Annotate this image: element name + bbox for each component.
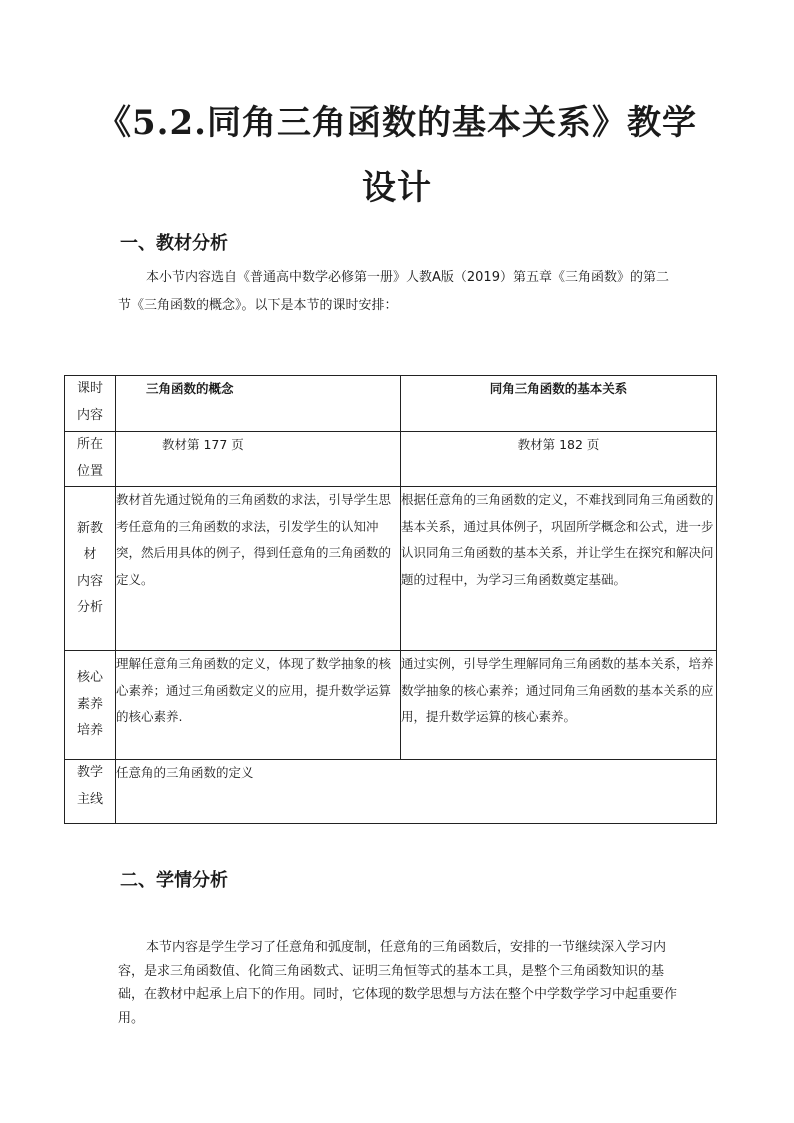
- table-cell: 通过实例，引导学生理解同角三角函数的基本关系，培养数学抽象的核心素养；通过同角三角函数的基本关系的应用，提升数学运算的核心素养。: [401, 651, 717, 760]
- row-header: 核心 素养 培养: [65, 651, 116, 760]
- table-row: [65, 760, 717, 824]
- table-row: [65, 432, 717, 487]
- row-header: 课时 内容: [65, 376, 116, 432]
- table-cell: 理解任意角三角函数的定义，体现了数学抽象的核心素养；通过三角函数定义的应用，提升数学运算的核心素养.: [116, 651, 401, 760]
- table-cell: 教材第 177 页: [116, 432, 401, 487]
- textbook-analysis-paragraph: 本小节内容选自《普通高中数学必修第一册》人教A版（2019）第五章《三角函数》的第二节《三角函数的概念》。以下是本节的课时安排：: [118, 270, 669, 313]
- student-analysis-paragraph: 本节内容是学生学习了任意角和弧度制，任意角的三角函数后，安排的一节继续深入学习内容，是求三角函数值、化简三角函数式、证明三角恒等式的基本工具，是整个三角函数知识的基础，在教材中起承上启下的作用。同时，它体现的数学思想与方法在整个中学数学学习中起重要作用。: [118, 940, 678, 1026]
- table-cell: 教材首先通过锐角的三角函数的求法，引导学生思考任意角的三角函数的求法，引发学生的认知冲突，然后用具体的例子，得到任意角的三角函数的定义。: [116, 487, 401, 651]
- page-title-line-1: 《5.2.同角三角函数的基本关系》教学: [97, 103, 697, 143]
- row-header: 新教 材 内容 分析: [65, 487, 116, 651]
- table-row: [65, 487, 717, 651]
- table-cell: 三角函数的概念: [116, 376, 401, 432]
- table-row: [65, 651, 717, 760]
- lesson-schedule-table: [64, 375, 717, 824]
- section-heading-textbook-analysis: 一、教材分析: [120, 233, 228, 254]
- table-cell: 教材第 182 页: [401, 432, 717, 487]
- section-heading-student-analysis: 二、学情分析: [120, 870, 228, 891]
- row-header: 教学 主线: [65, 760, 116, 824]
- row-header: 所在 位置: [65, 432, 116, 487]
- table-row: [65, 376, 717, 432]
- table-cell: 任意角的三角函数的定义: [116, 760, 717, 824]
- table-cell: 根据任意角的三角函数的定义，不难找到同角三角函数的基本关系，通过具体例子，巩固所学概念和公式，进一步认识同角三角函数的基本关系，并让学生在探究和解决问题的过程中，为学习三角函数奠定基础。: [401, 487, 717, 651]
- page-title-line-2: 设计: [362, 168, 432, 208]
- table-cell: 同角三角函数的基本关系: [401, 376, 717, 432]
